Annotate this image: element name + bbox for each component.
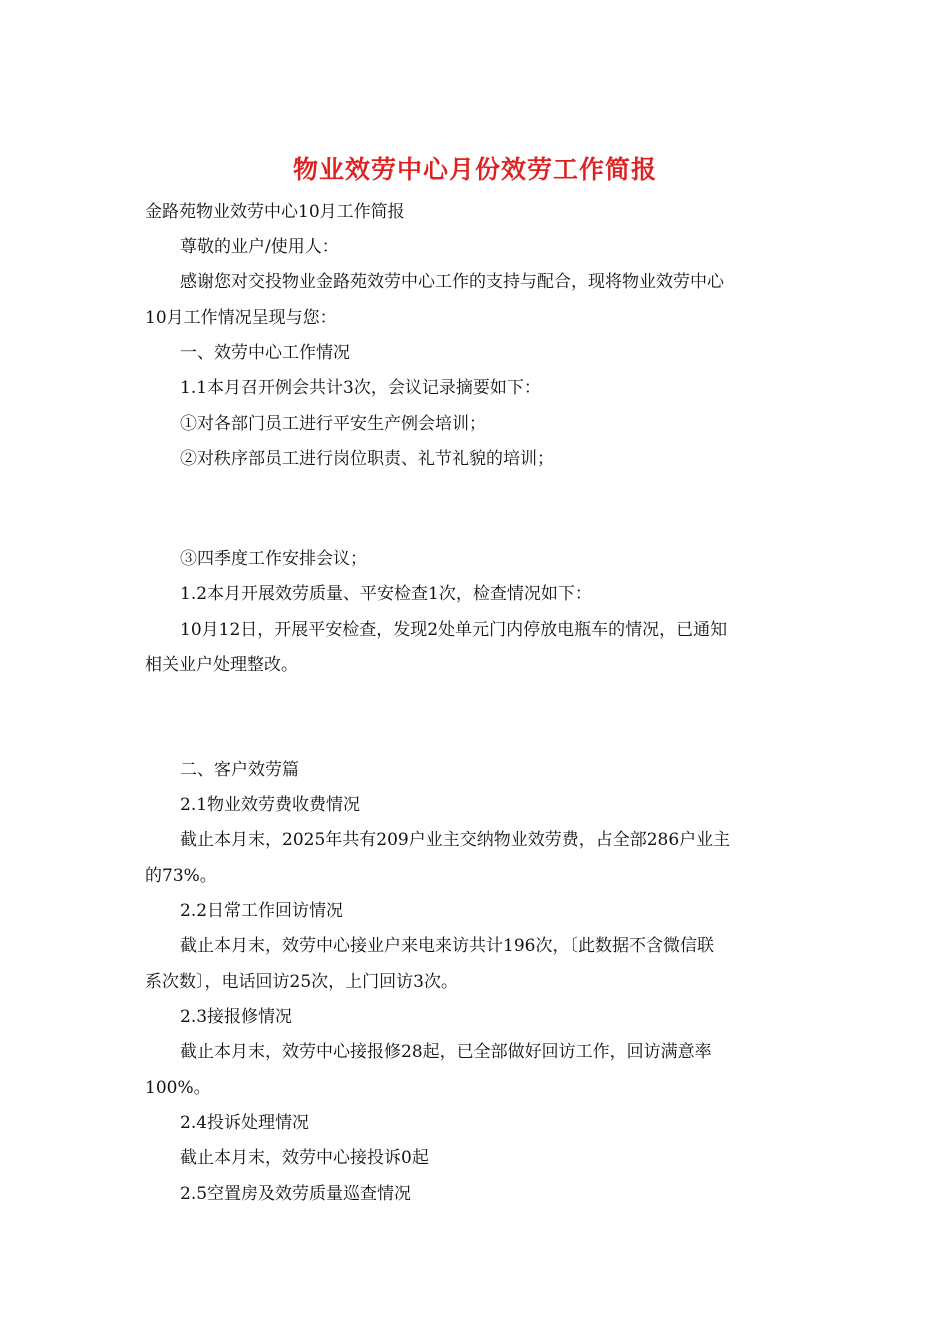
salutation: 尊敬的业户/使用人： xyxy=(180,237,339,257)
subsection-heading: 2.4投诉处理情况 xyxy=(180,1113,310,1133)
paragraph-line: 系次数〕，电话回访25次，上门回访3次。 xyxy=(145,972,458,992)
section-heading: 二、客户效劳篇 xyxy=(180,760,299,780)
subsection-heading: 2.5空置房及效劳质量巡查情况 xyxy=(180,1184,412,1204)
paragraph-line: 截止本月末，效劳中心接投诉0起 xyxy=(180,1148,429,1168)
section-heading: 一、效劳中心工作情况 xyxy=(180,343,350,363)
paragraph-line: 100%。 xyxy=(145,1078,211,1098)
paragraph-line: 10月12日，开展平安检查，发现2处单元门内停放电瓶车的情况，已通知 xyxy=(180,620,728,640)
paragraph-line: 相关业户处理整改。 xyxy=(145,655,298,675)
subsection-heading: 2.1物业效劳费收费情况 xyxy=(180,795,361,815)
document-title: 物业效劳中心月份效劳工作简报 xyxy=(292,155,657,184)
list-item: ②对秩序部员工进行岗位职责、礼节礼貌的培训； xyxy=(180,449,554,469)
report-subtitle: 金路苑物业效劳中心10月工作简报 xyxy=(145,202,405,222)
list-item: ③四季度工作安排会议； xyxy=(180,549,367,569)
paragraph-line: 感谢您对交投物业金路苑效劳中心工作的支持与配合，现将物业效劳中心 xyxy=(180,272,724,292)
paragraph-line: 的73%。 xyxy=(145,866,217,886)
list-item: ①对各部门员工进行平安生产例会培训； xyxy=(180,414,486,434)
paragraph-line: 截止本月末，2025年共有209户业主交纳物业效劳费，占全部286户业主 xyxy=(180,830,731,850)
subsection-heading: 2.3接报修情况 xyxy=(180,1007,293,1027)
subsection-heading: 2.2日常工作回访情况 xyxy=(180,901,344,921)
paragraph-line: 截止本月末，效劳中心接报修28起，已全部做好回访工作，回访满意率 xyxy=(180,1042,712,1062)
paragraph-line: 截止本月末，效劳中心接业户来电来访共计196次，〔此数据不含微信联 xyxy=(180,936,714,956)
paragraph-line: 10月工作情况呈现与您： xyxy=(145,308,337,328)
paragraph-line: 1.1本月召开例会共计3次，会议记录摘要如下： xyxy=(180,378,541,398)
paragraph-line: 1.2本月开展效劳质量、平安检查1次，检查情况如下： xyxy=(180,584,592,604)
